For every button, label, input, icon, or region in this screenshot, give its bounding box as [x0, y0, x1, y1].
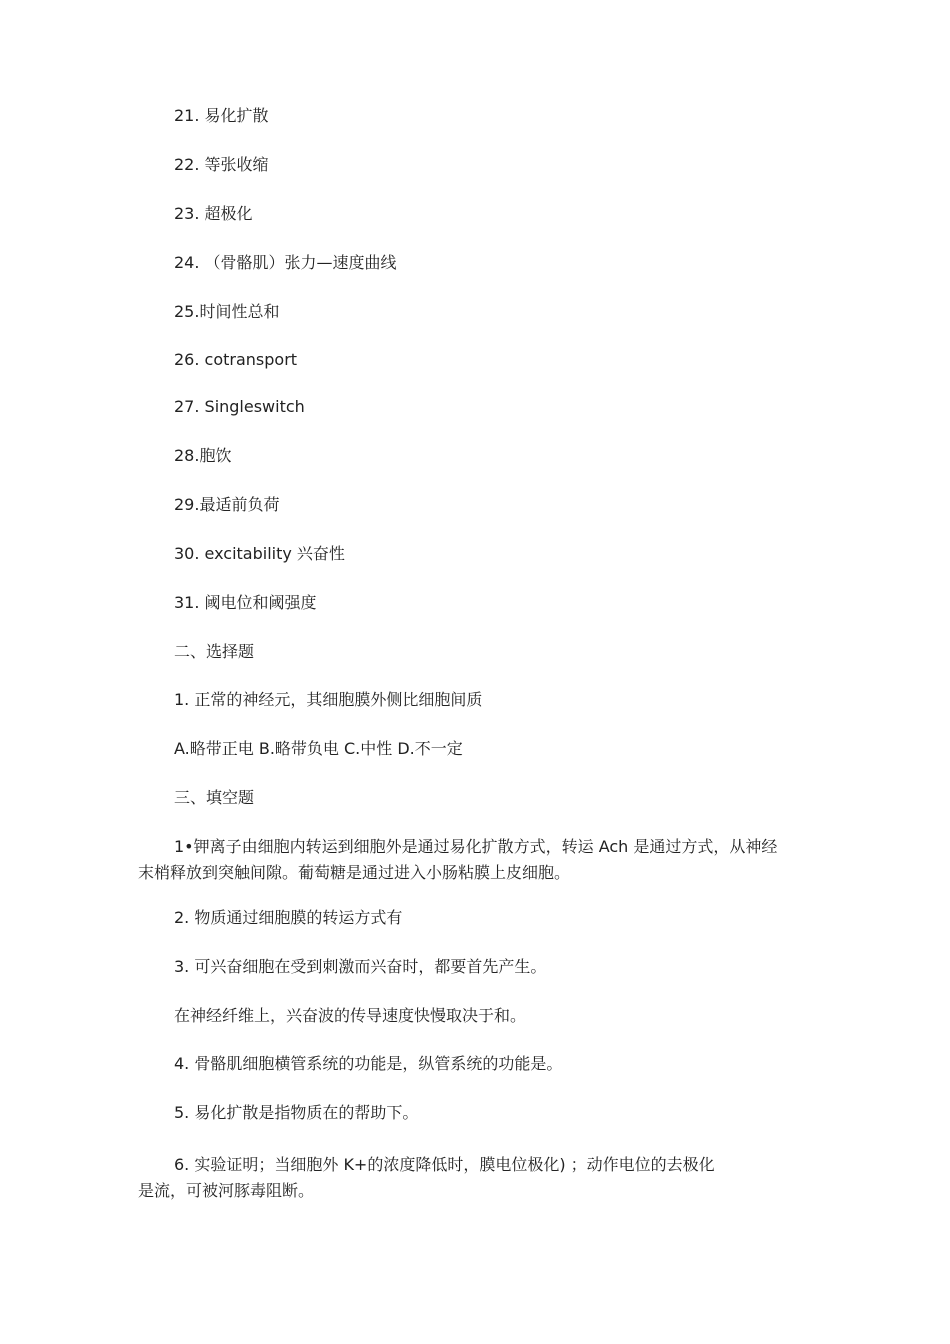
term-item-31: 31. 阈电位和阈强度 — [174, 593, 317, 612]
fill-question-6 — [138, 1152, 818, 1204]
term-item-23: 23. 超极化 — [174, 204, 253, 223]
fill-question-1 — [138, 834, 818, 886]
term-item-28: 28.胞饮 — [174, 446, 232, 465]
term-item-29: 29.最适前负荷 — [174, 495, 280, 514]
section-heading-choice: 二、选择题 — [174, 642, 255, 661]
fill-question-3-continued: 在神经纤维上，兴奋波的传导速度快慢取决于和。 — [174, 1006, 527, 1025]
fill-question-3: 3. 可兴奋细胞在受到刺激而兴奋时，都要首先产生。 — [174, 957, 547, 976]
choice-question-1: 1. 正常的神经元，其细胞膜外侧比细胞间质 — [174, 690, 483, 709]
choice-question-1-options: A.略带正电 B.略带负电 C.中性 D.不一定 — [174, 739, 463, 758]
fill-question-6-line-2: 是流，可被河豚毒阻断。 — [138, 1181, 315, 1200]
term-item-27: 27. Singleswitch — [174, 397, 305, 416]
fill-question-1-line-2: 末梢释放到突触间隙。葡萄糖是通过进入小肠粘膜上皮细胞。 — [138, 863, 571, 882]
term-item-25: 25.时间性总和 — [174, 302, 280, 321]
term-item-22: 22. 等张收缩 — [174, 155, 269, 174]
term-item-24: 24. （骨骼肌）张力—速度曲线 — [174, 253, 397, 272]
fill-question-6-line-1: 6. 实验证明；当细胞外 K+的浓度降低时，膜电位极化) ；动作电位的去极化 — [174, 1155, 715, 1174]
term-item-26: 26. cotransport — [174, 350, 298, 369]
section-heading-fill: 三、填空题 — [174, 788, 255, 807]
term-item-21: 21. 易化扩散 — [174, 106, 269, 125]
fill-question-5: 5. 易化扩散是指物质在的帮助下。 — [174, 1103, 419, 1122]
fill-question-2: 2. 物质通过细胞膜的转运方式有 — [174, 908, 403, 927]
fill-question-4: 4. 骨骼肌细胞横管系统的功能是，纵管系统的功能是。 — [174, 1054, 563, 1073]
fill-question-1-line-1: 1•钾离子由细胞内转运到细胞外是通过易化扩散方式，转运 Ach 是通过方式，从神经 — [174, 837, 778, 856]
term-item-30: 30. excitability 兴奋性 — [174, 544, 345, 563]
